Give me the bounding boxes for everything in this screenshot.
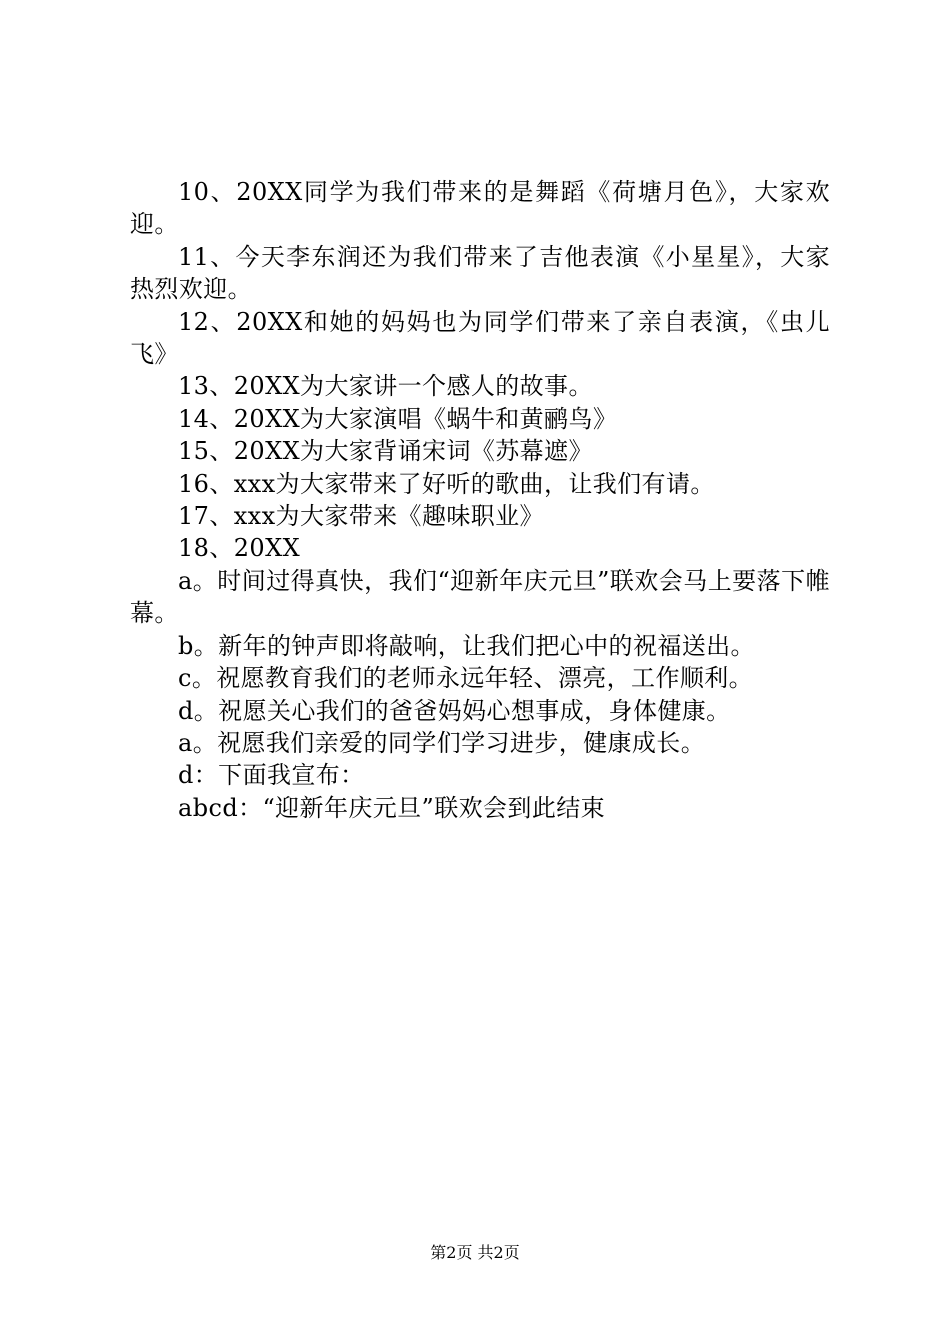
page-number-label: 第2页 共2页 xyxy=(430,1243,520,1262)
paragraph-closing-a2: a。祝愿我们亲爱的同学们学习进步，健康成长。 xyxy=(178,728,706,757)
paragraph-closing-b: b。新年的钟声即将敲响，让我们把心中的祝福送出。 xyxy=(178,631,755,660)
paragraph-17: 17、xxx为大家带来《趣味职业》 xyxy=(178,502,544,531)
paragraph-16: 16、xxx为大家带来了好听的歌曲，让我们有请。 xyxy=(178,469,715,498)
paragraph-10: 10、20XX同学为我们带来的是舞蹈《荷塘月色》，大家欢迎。 xyxy=(130,178,830,239)
paragraph-18: 18、20XX xyxy=(178,534,301,563)
paragraph-announce: d：下面我宣布： xyxy=(178,761,365,790)
paragraph-14: 14、20XX为大家演唱《蜗牛和黄鹂鸟》 xyxy=(178,404,618,433)
paragraph-closing-c: c。祝愿教育我们的老师永远年轻、漂亮，工作顺利。 xyxy=(178,664,754,693)
paragraph-11: 11、今天李东润还为我们带来了吉他表演《小星星》，大家热烈欢迎。 xyxy=(130,242,830,304)
paragraph-final: abcd：“迎新年庆元旦”联欢会到此结束 xyxy=(178,793,606,822)
paragraph-closing-d: d。祝愿关心我们的爸爸妈妈心想事成，身体健康。 xyxy=(178,696,731,725)
document-body xyxy=(130,176,830,824)
page-footer xyxy=(0,1241,950,1265)
paragraph-13: 13、20XX为大家讲一个感人的故事。 xyxy=(178,372,593,401)
paragraph-closing-a: a。时间过得真快，我们“迎新年庆元旦”联欢会马上要落下帷幕。 xyxy=(130,566,830,628)
paragraph-12: 12、20XX和她的妈妈也为同学们带来了亲自表演，《虫儿飞》 xyxy=(130,307,830,369)
paragraph-15: 15、20XX为大家背诵宋词《苏幕遮》 xyxy=(178,437,593,466)
